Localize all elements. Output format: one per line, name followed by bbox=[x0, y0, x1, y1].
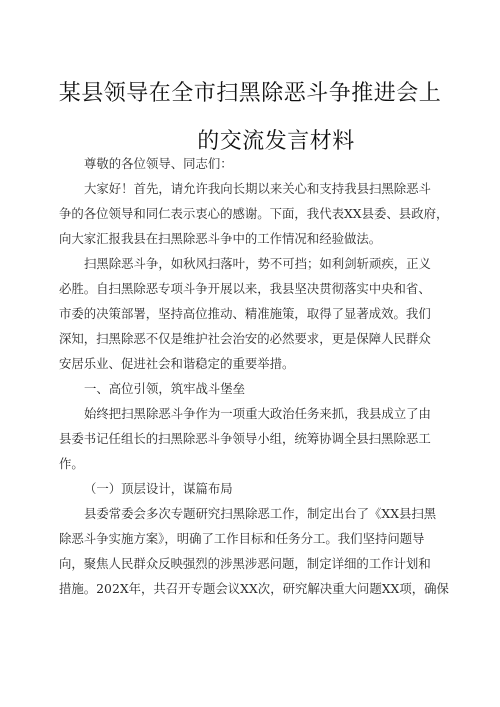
body-line: 尊敬的各位领导、同志们： bbox=[84, 156, 233, 171]
body-line: 一、高位引领，筑牢战斗堡垒 bbox=[84, 381, 246, 396]
body-line: 必胜。自扫黑除恶专项斗争开展以来，我县坚决贯彻落实中央和省、 bbox=[59, 281, 431, 296]
body-line: 市委的决策部署，坚持高位推动、精准施策，取得了显著成效。我们 bbox=[59, 306, 431, 321]
body-line: 始终把扫黑除恶斗争作为一项重大政治任务来抓，我县成立了由 bbox=[84, 406, 431, 421]
document-title-line-2: 的交流发言材料 bbox=[197, 129, 355, 154]
body-line: 措施。202X年，共召开专题会议XX次，研究解决重大问题XX项，确保 bbox=[59, 581, 449, 596]
body-line: 深知，扫黑除恶不仅是维护社会治安的必然要求，更是保障人民群众 bbox=[59, 331, 431, 346]
body-line: 作。 bbox=[59, 456, 84, 471]
document-title-line-1: 某县领导在全市扫黑除恶斗争推进会上 bbox=[58, 81, 442, 106]
document-body bbox=[59, 151, 459, 601]
body-line: 县委书记任组长的扫黑除恶斗争领导小组，统筹协调全县扫黑除恶工 bbox=[59, 431, 431, 446]
body-line: 向大家汇报我县在扫黑除恶斗争中的工作情况和经验做法。 bbox=[59, 231, 382, 246]
body-line: 大家好！首先，请允许我向长期以来关心和支持我县扫黑除恶斗 bbox=[84, 181, 431, 196]
body-line: 争的各位领导和同仁表示衷心的感谢。下面，我代表XX县委、县政府， bbox=[59, 206, 449, 221]
body-line: 安居乐业、促进社会和谐稳定的重要举措。 bbox=[59, 356, 295, 371]
body-line: 县委常委会多次专题研究扫黑除恶工作，制定出台了《XX县扫黑 bbox=[84, 506, 437, 521]
body-line: 扫黑除恶斗争，如秋风扫落叶，势不可挡；如利剑斩顽疾，正义 bbox=[84, 256, 431, 271]
body-line: 向，聚焦人民群众反映强烈的涉黑涉恶问题，制定详细的工作计划和 bbox=[59, 556, 431, 571]
body-line: 除恶斗争实施方案》，明确了工作目标和任务分工。我们坚持问题导 bbox=[59, 531, 425, 546]
body-line: （一）顶层设计，谋篇布局 bbox=[84, 481, 233, 496]
